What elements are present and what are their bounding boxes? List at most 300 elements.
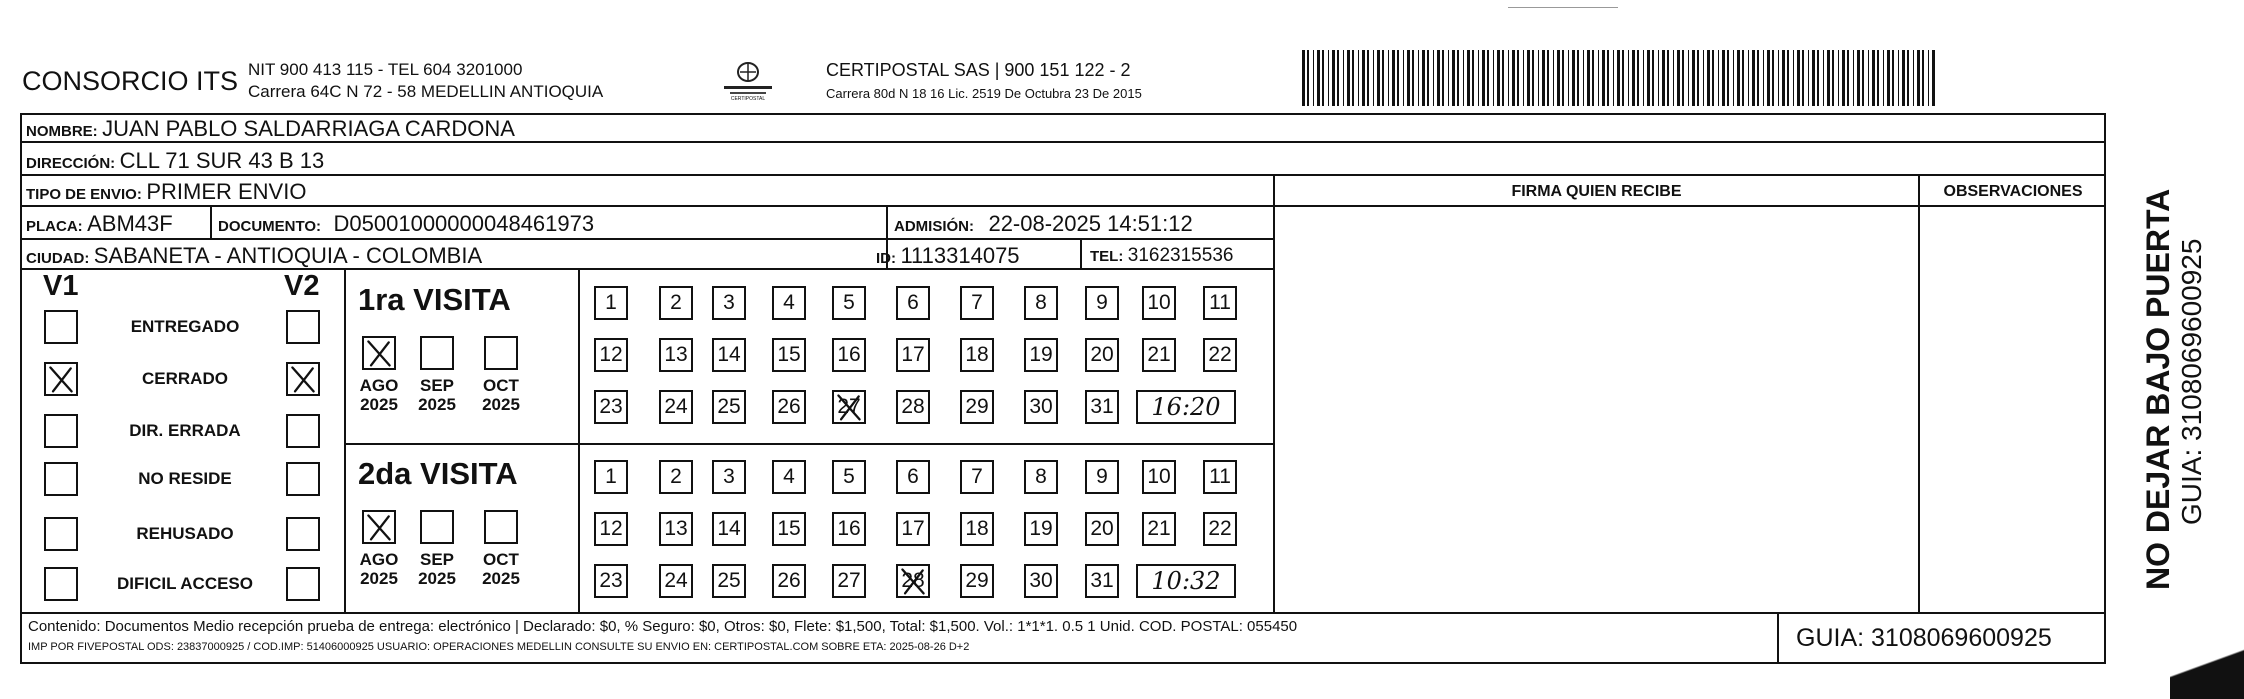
month-year: 2025 (360, 569, 398, 588)
barcode-bar (1397, 50, 1399, 106)
day-box[interactable] (1024, 512, 1058, 546)
barcode-bar (1538, 50, 1539, 106)
barcode-bar (1392, 50, 1395, 106)
month-label (475, 550, 527, 588)
barcode-bar (1422, 50, 1425, 106)
admision-value: 22-08-2025 14:51:12 (988, 211, 1193, 236)
barcode-bar (1502, 50, 1504, 106)
day-number: 24 (664, 569, 688, 592)
check-x-icon (364, 512, 394, 542)
day-box[interactable] (712, 460, 746, 494)
certipostal-logo (720, 58, 776, 102)
barcode-bar (1718, 50, 1719, 106)
barcode-bar (1802, 50, 1804, 106)
day-number: 25 (717, 395, 741, 418)
month-checkbox[interactable] (362, 336, 396, 370)
barcode-bar (1317, 50, 1320, 106)
barcode-bar (1677, 50, 1680, 106)
barcode-bar (1697, 50, 1699, 106)
day-number: 26 (777, 569, 801, 592)
barcode-bar (1637, 50, 1639, 106)
barcode-bar (1562, 50, 1564, 106)
day-box[interactable] (832, 460, 866, 494)
month-checkbox[interactable] (420, 336, 454, 370)
logo-text: CERTIPOSTAL (730, 96, 766, 102)
barcode-bar (1427, 50, 1429, 106)
day-number: 19 (1029, 517, 1053, 540)
day-number: 7 (971, 291, 983, 314)
day-box[interactable] (1085, 564, 1119, 598)
company-nit: NIT 900 413 115 - TEL 604 3201000 (248, 60, 523, 79)
day-box[interactable] (1142, 512, 1176, 546)
barcode-bar (1583, 50, 1584, 106)
tel-value: 3162315536 (1127, 245, 1234, 266)
day-box[interactable] (772, 286, 806, 320)
status-label: REHUSADO (136, 524, 234, 543)
v2-header: V2 (284, 270, 320, 302)
month-name: AGO (359, 550, 399, 569)
barcode-bar (1412, 50, 1414, 106)
status-label: ENTREGADO (130, 317, 240, 336)
status-v2-checkbox[interactable] (286, 310, 320, 344)
day-number: 1 (605, 291, 617, 314)
barcode-bar (1808, 50, 1809, 106)
month-label (411, 376, 463, 414)
day-number: 12 (599, 517, 623, 540)
id-label: ID: (876, 250, 896, 267)
barcode-bar (1892, 50, 1894, 106)
barcode-bar (1523, 50, 1524, 106)
month-name: OCT (483, 550, 519, 569)
placa-value: ABM43F (87, 211, 173, 236)
barcode-bar (1532, 50, 1534, 106)
day-box[interactable] (772, 512, 806, 546)
barcode-bar (1302, 50, 1305, 106)
day-box[interactable] (659, 286, 693, 320)
day-box[interactable] (960, 460, 994, 494)
day-number: 10 (1147, 465, 1171, 488)
barcode-bar (1647, 50, 1650, 106)
day-number: 17 (901, 343, 925, 366)
barcode-bar (1907, 50, 1909, 106)
barcode-bar (1418, 50, 1419, 106)
barcode-bar (1547, 50, 1549, 106)
day-box[interactable] (594, 564, 628, 598)
barcode-bar (1632, 50, 1635, 106)
day-box[interactable] (1024, 286, 1058, 320)
day-box[interactable] (594, 460, 628, 494)
barcode-bar (1898, 50, 1899, 106)
barcode-bar (1307, 50, 1309, 106)
day-box[interactable] (1085, 338, 1119, 372)
day-number: 21 (1147, 343, 1171, 366)
day-number: 31 (1090, 395, 1114, 418)
day-box[interactable] (712, 390, 746, 424)
corner-dark-mark (2170, 630, 2244, 699)
ciudad-value: SABANETA - ANTIOQUIA - COLOMBIA (93, 243, 483, 268)
visit-title: 1ra VISITA (358, 282, 511, 317)
status-v2-checkbox[interactable] (286, 414, 320, 448)
day-box[interactable] (712, 564, 746, 598)
barcode-bar (1712, 50, 1714, 106)
month-name: SEP (419, 550, 455, 569)
observaciones-header: OBSERVACIONES (1943, 183, 2083, 200)
month-year: 2025 (482, 569, 520, 588)
day-number: 23 (599, 569, 623, 592)
barcode-bar (1508, 50, 1509, 106)
barcode-bar (1782, 50, 1785, 106)
barcode-bar (1437, 50, 1440, 106)
day-number: 16 (837, 517, 861, 540)
day-number: 14 (717, 343, 741, 366)
day-box[interactable] (1142, 338, 1176, 372)
tipo-envio-label: TIPO DE ENVIO: (26, 186, 142, 203)
barcode-bar (1652, 50, 1654, 106)
barcode-bar (1643, 50, 1644, 106)
day-number: 28 (901, 569, 925, 592)
day-number: 29 (965, 569, 989, 592)
day-box[interactable] (1085, 512, 1119, 546)
day-box[interactable] (712, 338, 746, 372)
status-label: DIFICIL ACCESO (116, 574, 253, 593)
barcode-bar (1917, 50, 1920, 106)
day-mark-icon (898, 566, 928, 596)
day-box[interactable] (1085, 286, 1119, 320)
day-number: 27 (837, 569, 861, 592)
barcode (1302, 50, 1938, 106)
status-v2-checkbox[interactable] (286, 567, 320, 601)
day-number: 14 (717, 517, 741, 540)
barcode-bar (1433, 50, 1434, 106)
barcode-bar (1377, 50, 1380, 106)
status-label: CERRADO (142, 369, 228, 388)
day-number: 12 (599, 343, 623, 366)
day-number: 13 (664, 517, 688, 540)
barcode-bar (1692, 50, 1695, 106)
barcode-bar (1457, 50, 1459, 106)
barcode-bar (1658, 50, 1659, 106)
status-label: NO RESIDE (138, 469, 232, 488)
check-x-icon (46, 364, 76, 394)
barcode-bar (1598, 50, 1599, 106)
day-box[interactable] (896, 460, 930, 494)
barcode-bar (1572, 50, 1575, 106)
status-v1-checkbox[interactable] (44, 310, 78, 344)
month-year: 2025 (360, 395, 398, 414)
barcode-bar (1467, 50, 1470, 106)
barcode-bar (1613, 50, 1614, 106)
day-box[interactable] (772, 338, 806, 372)
day-box[interactable] (896, 286, 930, 320)
placa-label: PLACA: (26, 218, 83, 235)
barcode-bar (1602, 50, 1605, 106)
day-number: 25 (717, 569, 741, 592)
day-box[interactable] (659, 338, 693, 372)
day-box[interactable] (1024, 390, 1058, 424)
day-box[interactable] (772, 460, 806, 494)
day-number: 4 (783, 465, 795, 488)
barcode-bar (1362, 50, 1365, 106)
barcode-bar (1367, 50, 1369, 106)
barcode-bar (1823, 50, 1824, 106)
barcode-bar (1682, 50, 1684, 106)
id-value: 1113314075 (900, 243, 1020, 268)
visit-time: 10:32 (1136, 564, 1236, 598)
barcode-bar (1463, 50, 1464, 106)
month-name: SEP (419, 376, 455, 395)
barcode-bar (1752, 50, 1755, 106)
day-number: 6 (907, 291, 919, 314)
barcode-bar (1667, 50, 1669, 106)
barcode-bar (1812, 50, 1815, 106)
day-number: 2 (670, 465, 682, 488)
day-number: 30 (1029, 569, 1053, 592)
day-box[interactable] (832, 286, 866, 320)
day-box[interactable] (832, 564, 866, 598)
day-number: 22 (1208, 343, 1232, 366)
barcode-bar (1347, 50, 1350, 106)
barcode-bar (1787, 50, 1789, 106)
day-box[interactable] (1024, 564, 1058, 598)
month-checkbox[interactable] (484, 336, 518, 370)
barcode-bar (1832, 50, 1834, 106)
barcode-bar (1778, 50, 1779, 106)
day-number: 3 (723, 465, 735, 488)
footer-contenido: Contenido: Documentos Medio recepción prueba de entrega: electrónico | Declarado: $0, % Seguro: $0, Otros: $0, Flete: $1,500, Total: $1,500. Vol.: 1*1*1. 0.5 1 Unid. COD. POSTAL: 055450 (28, 618, 1298, 635)
day-number: 29 (965, 395, 989, 418)
day-number: 15 (777, 517, 801, 540)
visit-time: 16:20 (1136, 390, 1236, 424)
barcode-bar (1352, 50, 1354, 106)
barcode-bar (1592, 50, 1594, 106)
day-number: 17 (901, 517, 925, 540)
day-box[interactable] (1203, 512, 1237, 546)
day-box[interactable] (896, 512, 930, 546)
day-box[interactable] (594, 286, 628, 320)
nombre-label: NOMBRE: (26, 123, 98, 140)
footer-imp: IMP POR FIVEPOSTAL ODS: 23837000925 / COD.IMP: 51406000925 USUARIO: OPERACIONES MEDELLIN CONSULTE SU ENVIO EN: CERTIPOSTAL.COM SOBRE ETA: 2025-08-26 D+2 (28, 641, 970, 653)
barcode-bar (1587, 50, 1590, 106)
day-number: 6 (907, 465, 919, 488)
status-v1-checkbox[interactable] (44, 462, 78, 496)
day-number: 18 (965, 343, 989, 366)
barcode-bar (1662, 50, 1665, 106)
day-box[interactable] (896, 338, 930, 372)
barcode-bar (1628, 50, 1629, 106)
month-label (475, 376, 527, 414)
day-number: 20 (1090, 343, 1114, 366)
day-number: 26 (777, 395, 801, 418)
barcode-bar (1797, 50, 1800, 106)
ciudad-label: CIUDAD: (26, 250, 90, 267)
barcode-bar (1847, 50, 1849, 106)
barcode-bar (1887, 50, 1890, 106)
day-number: 15 (777, 343, 801, 366)
day-box[interactable] (960, 338, 994, 372)
day-box[interactable] (712, 512, 746, 546)
day-box[interactable] (1024, 338, 1058, 372)
month-name: OCT (483, 376, 519, 395)
check-x-icon (288, 364, 318, 394)
barcode-bar (1482, 50, 1485, 106)
barcode-bar (1883, 50, 1884, 106)
day-number: 5 (843, 465, 855, 488)
day-number: 11 (1209, 291, 1231, 314)
day-box[interactable] (659, 460, 693, 494)
day-number: 22 (1208, 517, 1232, 540)
barcode-bar (1448, 50, 1449, 106)
day-box[interactable] (960, 512, 994, 546)
admision-label: ADMISIÓN: (894, 218, 974, 235)
barcode-bar (1928, 50, 1929, 106)
status-v2-checkbox[interactable] (286, 517, 320, 551)
status-v1-checkbox[interactable] (44, 567, 78, 601)
day-box[interactable] (772, 564, 806, 598)
day-number: 9 (1096, 465, 1108, 488)
day-box[interactable] (1203, 286, 1237, 320)
barcode-bar (1553, 50, 1554, 106)
month-name: AGO (359, 376, 399, 395)
barcode-bar (1868, 50, 1869, 106)
barcode-bar (1512, 50, 1515, 106)
day-box[interactable] (1024, 460, 1058, 494)
day-number: 11 (1209, 465, 1231, 488)
side-guia: GUIA: 3108069600925 (2176, 238, 2207, 525)
day-box[interactable] (1085, 390, 1119, 424)
day-box[interactable] (896, 564, 930, 598)
day-number: 19 (1029, 343, 1053, 366)
day-box[interactable] (594, 512, 628, 546)
barcode-bar (1517, 50, 1519, 106)
day-box[interactable] (594, 338, 628, 372)
barcode-bar (1497, 50, 1500, 106)
barcode-bar (1793, 50, 1794, 106)
company-name: CONSORCIO ITS (22, 66, 239, 96)
day-box[interactable] (1142, 460, 1176, 494)
day-box[interactable] (659, 390, 693, 424)
barcode-bar (1748, 50, 1749, 106)
barcode-bar (1313, 50, 1314, 106)
barcode-bar (1757, 50, 1759, 106)
day-number: 7 (971, 465, 983, 488)
direccion-value: CLL 71 SUR 43 B 13 (119, 148, 325, 173)
day-number: 30 (1029, 395, 1053, 418)
month-checkbox[interactable] (362, 510, 396, 544)
barcode-bar (1827, 50, 1830, 106)
status-v1-checkbox[interactable] (44, 517, 78, 551)
barcode-bar (1472, 50, 1474, 106)
month-label (411, 550, 463, 588)
barcode-bar (1493, 50, 1494, 106)
day-box[interactable] (594, 390, 628, 424)
day-number: 28 (901, 395, 925, 418)
barcode-bar (1557, 50, 1560, 106)
day-box[interactable] (712, 286, 746, 320)
day-number: 21 (1147, 517, 1171, 540)
day-box[interactable] (772, 390, 806, 424)
status-v2-checkbox[interactable] (286, 462, 320, 496)
barcode-bar (1772, 50, 1774, 106)
barcode-bar (1332, 50, 1335, 106)
day-box[interactable] (1203, 460, 1237, 494)
day-number: 31 (1090, 569, 1114, 592)
barcode-bar (1343, 50, 1344, 106)
day-box[interactable] (832, 512, 866, 546)
side-warning: NO DEJAR BAJO PUERTA (2140, 188, 2176, 590)
tel-label: TEL: (1090, 248, 1124, 265)
barcode-bar (1857, 50, 1860, 106)
day-number: 10 (1147, 291, 1171, 314)
day-box[interactable] (659, 512, 693, 546)
barcode-bar (1902, 50, 1905, 106)
barcode-bar (1922, 50, 1924, 106)
barcode-bar (1568, 50, 1569, 106)
day-number: 18 (965, 517, 989, 540)
day-box[interactable] (832, 390, 866, 424)
direccion-label: DIRECCIÓN: (26, 155, 116, 172)
carrier-name: CERTIPOSTAL SAS | 900 151 122 - 2 (826, 60, 1131, 80)
barcode-bar (1673, 50, 1674, 106)
month-checkbox[interactable] (420, 510, 454, 544)
day-box[interactable] (960, 564, 994, 598)
barcode-bar (1817, 50, 1819, 106)
status-v1-checkbox[interactable] (44, 414, 78, 448)
status-v2-checkbox[interactable] (286, 362, 320, 396)
barcode-bar (1542, 50, 1545, 106)
barcode-bar (1337, 50, 1339, 106)
day-number: 23 (599, 395, 623, 418)
barcode-bar (1703, 50, 1704, 106)
barcode-bar (1442, 50, 1444, 106)
top-edge-line (1508, 7, 1618, 8)
day-box[interactable] (659, 564, 693, 598)
check-x-icon (364, 338, 394, 368)
barcode-bar (1527, 50, 1530, 106)
month-checkbox[interactable] (484, 510, 518, 544)
month-year: 2025 (418, 569, 456, 588)
status-v1-checkbox[interactable] (44, 362, 78, 396)
barcode-bar (1767, 50, 1770, 106)
day-box[interactable] (832, 338, 866, 372)
month-year: 2025 (418, 395, 456, 414)
barcode-bar (1373, 50, 1374, 106)
day-box[interactable] (960, 286, 994, 320)
barcode-bar (1838, 50, 1839, 106)
barcode-bar (1407, 50, 1410, 106)
day-number: 13 (664, 343, 688, 366)
barcode-bar (1382, 50, 1384, 106)
day-number: 2 (670, 291, 682, 314)
barcode-bar (1722, 50, 1725, 106)
day-number: 5 (843, 291, 855, 314)
barcode-bar (1388, 50, 1389, 106)
day-box[interactable] (1142, 286, 1176, 320)
day-number: 8 (1035, 291, 1047, 314)
day-mark-icon (834, 392, 864, 422)
day-box[interactable] (1085, 460, 1119, 494)
firma-header: FIRMA QUIEN RECIBE (1511, 183, 1682, 200)
barcode-bar (1688, 50, 1689, 106)
day-number: 20 (1090, 517, 1114, 540)
day-box[interactable] (896, 390, 930, 424)
footer-guia: GUIA: 3108069600925 (1796, 624, 2052, 652)
day-box[interactable] (1203, 338, 1237, 372)
day-number: 8 (1035, 465, 1047, 488)
day-number: 16 (837, 343, 861, 366)
day-box[interactable] (960, 390, 994, 424)
barcode-bar (1862, 50, 1864, 106)
barcode-bar (1328, 50, 1329, 106)
